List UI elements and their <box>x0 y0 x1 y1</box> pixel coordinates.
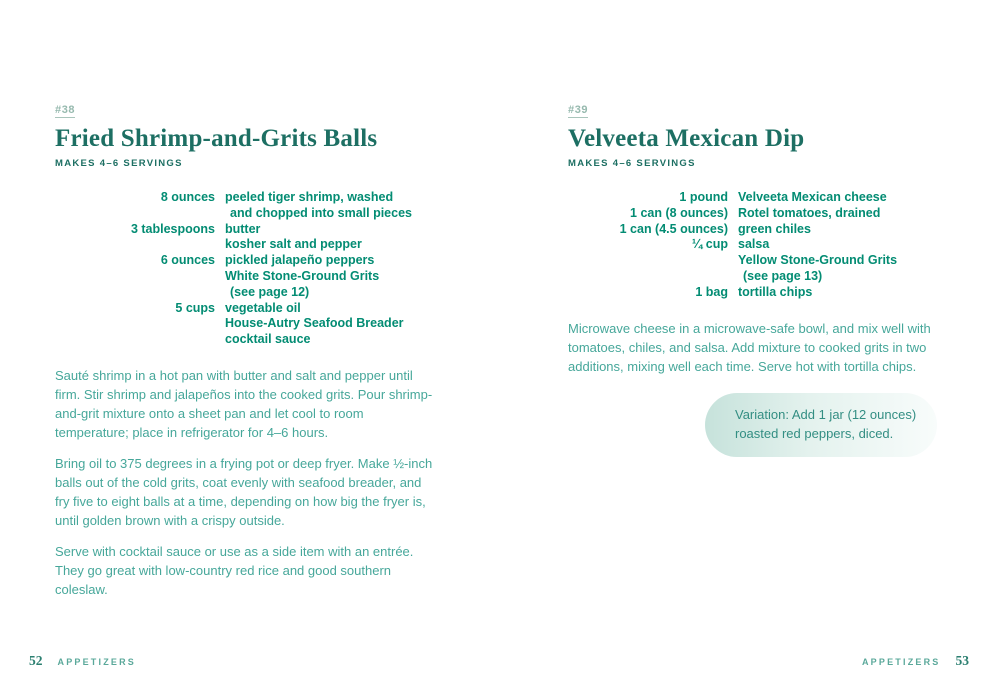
ingredient-name: kosher salt and pepper <box>225 237 362 252</box>
ingredient-quantity <box>55 332 215 348</box>
ingredient-name: Yellow Stone-Ground Grits <box>738 253 898 268</box>
ingredient-row <box>568 222 938 238</box>
ingredient-row <box>55 301 435 317</box>
ingredient-row <box>568 190 938 206</box>
ingredient-row <box>55 206 435 222</box>
ingredient-quantity: 5 cups <box>175 300 215 315</box>
recipe-page-left <box>55 100 435 611</box>
ingredient-row <box>568 285 938 301</box>
ingredient-row <box>568 253 938 269</box>
section-label: APPETIZERS <box>861 657 941 667</box>
ingredient-row <box>55 285 435 301</box>
ingredient-row <box>568 237 938 253</box>
ingredient-name: green chiles <box>738 221 811 236</box>
footer-left <box>29 653 136 669</box>
ingredient-quantity <box>568 269 728 285</box>
ingredient-quantity: 1 can (4.5 ounces) <box>619 221 728 236</box>
ingredient-name: butter <box>225 221 261 236</box>
recipe-title: Velveeta Mexican Dip <box>568 125 805 152</box>
ingredient-row <box>55 253 435 269</box>
ingredient-name: peeled tiger shrimp, washed <box>225 190 394 204</box>
section-label: APPETIZERS <box>57 657 137 667</box>
ingredient-row <box>55 190 435 206</box>
page-number: 53 <box>955 653 969 668</box>
variation-text: Variation: Add 1 jar (12 ounces) roasted red peppers, diced. <box>735 407 917 441</box>
ingredient-name: (see page 12) <box>230 284 310 299</box>
ingredient-name: and chopped into small pieces <box>230 205 412 220</box>
ingredient-name: salsa <box>738 237 770 252</box>
recipe-title: Fried Shrimp-and-Grits Balls <box>55 125 378 152</box>
ingredient-quantity: 1 can (8 ounces) <box>630 205 728 220</box>
ingredient-name: (see page 13) <box>743 268 823 283</box>
instructions <box>55 366 435 599</box>
ingredient-quantity: 1 pound <box>679 190 728 204</box>
instruction-paragraph: Microwave cheese in a microwave-safe bowl, and mix well with tomatoes, chiles, and salsa. Add mixture to cooked grits in two additions, mixing well each time. Serve hot with tortilla chips. <box>568 320 931 374</box>
ingredient-quantity <box>55 237 215 253</box>
ingredient-quantity <box>55 285 215 301</box>
ingredient-quantity <box>55 269 215 285</box>
ingredient-name: vegetable oil <box>225 300 301 315</box>
ingredient-list <box>55 190 435 348</box>
ingredient-row <box>55 316 435 332</box>
instruction-paragraph: Sauté shrimp in a hot pan with butter and salt and pepper until firm. Stir shrimp and jalapeños into the cooked grits. Pour shrimp-and-grit mixture onto a sheet pan and let cool to room temperature; place in refrigerator for 4–6 hours. <box>55 367 433 440</box>
recipe-number: #39 <box>568 104 589 116</box>
footer-right <box>862 653 969 669</box>
ingredient-list <box>568 190 938 301</box>
recipe-page-right <box>568 100 938 388</box>
ingredient-quantity: 1 bag <box>695 284 728 299</box>
ingredient-name: cocktail sauce <box>225 332 311 347</box>
ingredient-row <box>55 332 435 348</box>
ingredient-name: White Stone-Ground Grits <box>225 268 380 283</box>
ingredient-row <box>55 269 435 285</box>
ingredient-name: pickled jalapeño peppers <box>225 253 375 268</box>
instruction-paragraph: Bring oil to 375 degrees in a frying pot or deep fryer. Make ½-inch balls out of the cold grits, coat evenly with seafood breader, and fry five to eight balls at a time, depending on how big the fryer is, until golden brown with a crispy outside. <box>55 455 433 528</box>
ingredient-row <box>55 222 435 238</box>
ingredient-quantity: 6 ounces <box>160 253 215 268</box>
ingredient-quantity: 3 tablespoons <box>130 221 215 236</box>
page-number: 52 <box>29 653 43 668</box>
servings-note: MAKES 4–6 SERVINGS <box>568 158 696 169</box>
instructions <box>568 319 938 376</box>
ingredient-name: House-Autry Seafood Breader <box>225 316 404 331</box>
ingredient-quantity <box>55 206 215 222</box>
ingredient-name: tortilla chips <box>738 284 813 299</box>
ingredient-row <box>55 237 435 253</box>
recipe-number: #38 <box>55 104 76 116</box>
instruction-paragraph: Serve with cocktail sauce or use as a side item with an entrée. They go great with low-country red rice and good southern coleslaw. <box>55 543 414 597</box>
ingredient-row <box>568 206 938 222</box>
ingredient-name: Velveeta Mexican cheese <box>738 190 887 204</box>
ingredient-quantity <box>568 253 728 269</box>
ingredient-quantity: 8 ounces <box>160 190 215 204</box>
variation-callout <box>705 393 937 457</box>
ingredient-name: Rotel tomatoes, drained <box>738 205 881 220</box>
ingredient-quantity <box>55 316 215 332</box>
servings-note: MAKES 4–6 SERVINGS <box>55 158 183 169</box>
ingredient-quantity: ¼ cup <box>691 237 728 252</box>
ingredient-row <box>568 269 938 285</box>
